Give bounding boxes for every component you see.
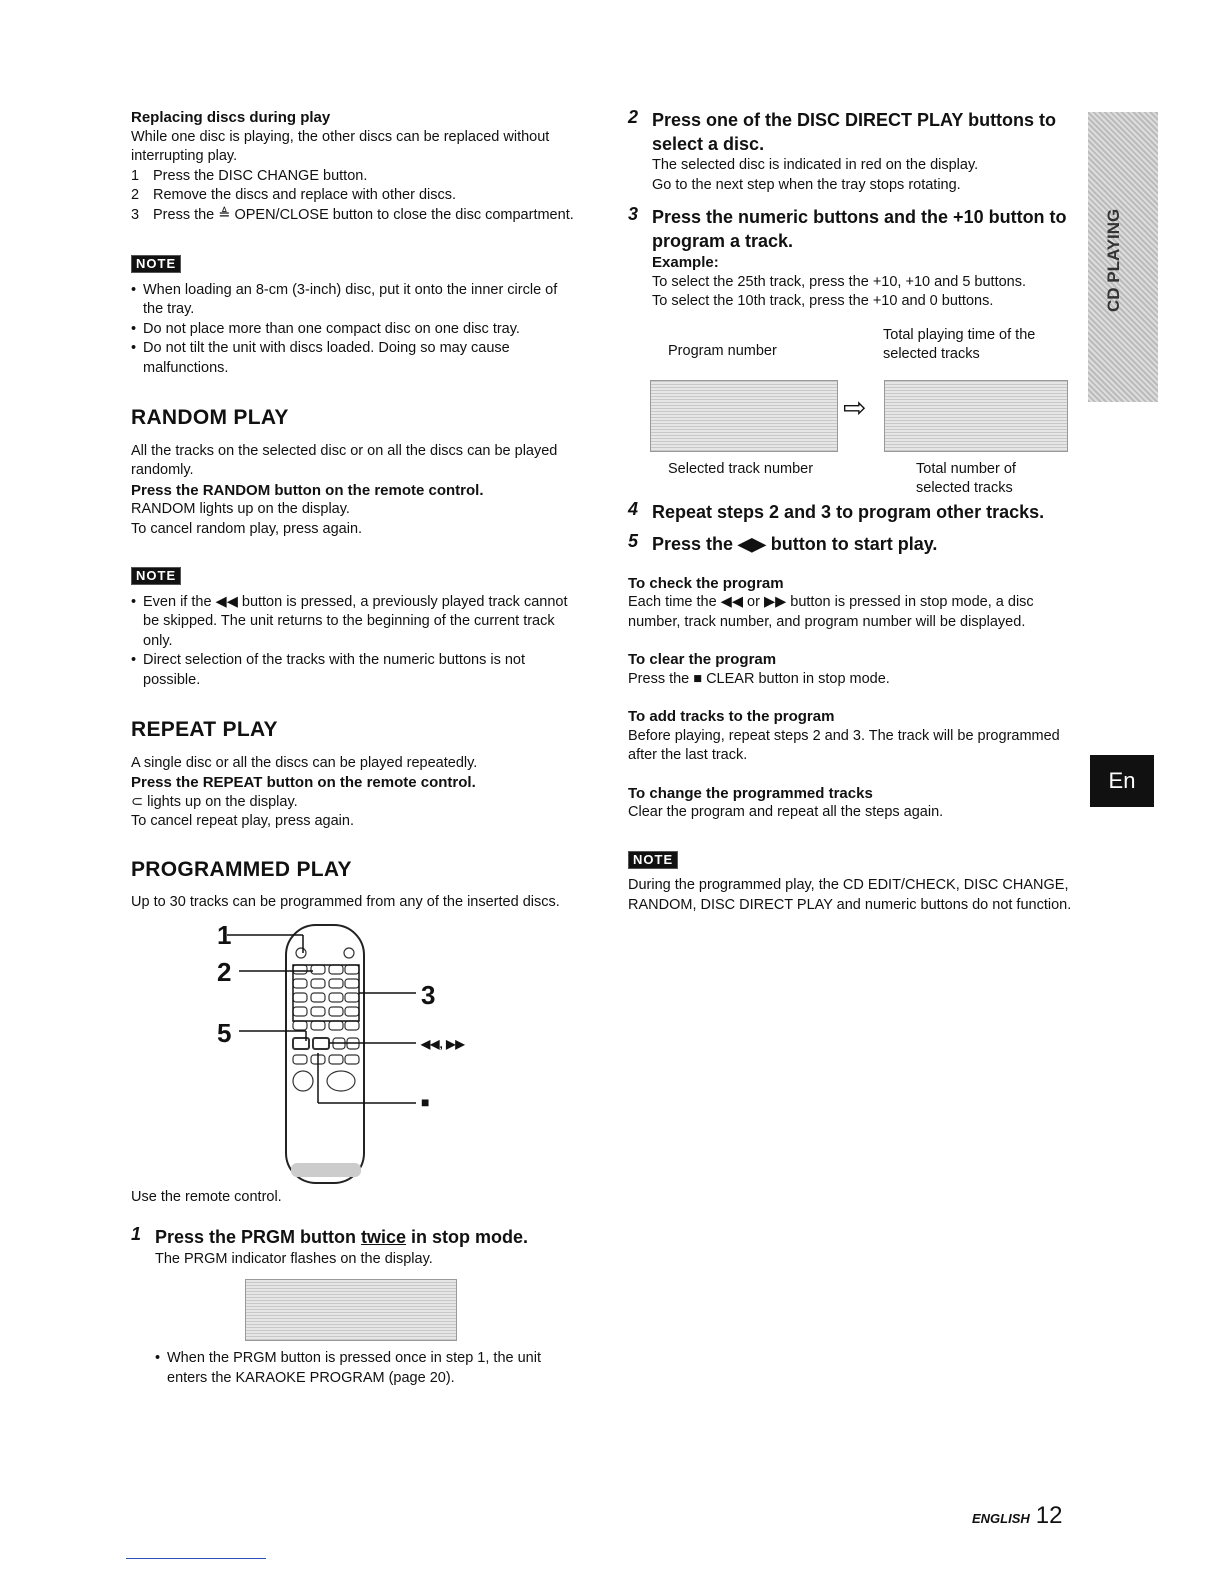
- programmed-play-title: PROGRAMMED PLAY: [131, 857, 352, 881]
- callout-skip: ◀◀, ▶▶: [421, 1036, 465, 1051]
- language-tab: En: [1090, 755, 1154, 807]
- note-1: [131, 255, 578, 378]
- programmed-intro: Up to 30 tracks can be programmed from any of the inserted discs.: [131, 894, 560, 910]
- step-3-title: Press the numeric buttons and the +10 button to program a track.: [652, 207, 1067, 251]
- remote-control-illustration: [131, 913, 578, 1188]
- note-2: [131, 567, 578, 690]
- random-line-1: RANDOM lights up on the display.: [131, 501, 350, 517]
- callout-1: 1: [217, 919, 232, 950]
- check-text: Each time the ◀◀ or ▶▶ button is pressed in stop mode, a disc number, track number, and program number will be displayed.: [628, 594, 1034, 630]
- replacing-steps: [131, 167, 578, 226]
- display-before: [650, 380, 838, 452]
- random-line-2: To cancel random play, press again.: [131, 520, 363, 537]
- step-2-line-1: The selected disc is indicated in red on the display.: [652, 157, 979, 173]
- add-heading: To add tracks to the program: [628, 708, 835, 725]
- note-1-list: [131, 281, 578, 379]
- note-badge: NOTE: [131, 255, 181, 273]
- step-number: 1: [131, 167, 140, 184]
- list-item: • When loading an 8-cm (3-inch) disc, put it onto the inner circle of the tray.: [131, 281, 578, 320]
- programmed-play-section: [131, 857, 578, 1389]
- random-instruction: Press the RANDOM button on the remote control.: [131, 481, 484, 499]
- add-text: Before playing, repeat steps 2 and 3. The track will be programmed after the last track.: [628, 727, 1060, 763]
- prgm-display-image: [155, 1279, 578, 1349]
- callout-stop: ■: [421, 1093, 430, 1110]
- step-number: 1: [131, 1224, 142, 1244]
- step-number: 4: [628, 498, 639, 519]
- clear-heading: To clear the program: [628, 651, 777, 668]
- list-item: • When the PRGM button is pressed once in step 1, the unit enters the KARAOKE PROGRAM (page 20).: [155, 1349, 578, 1388]
- side-tab-label: CD PLAYING: [1104, 208, 1123, 312]
- step-1-title: [155, 1227, 528, 1247]
- link-underline: [126, 1558, 266, 1559]
- repeat-line-2: To cancel repeat play, press again.: [131, 813, 355, 829]
- replacing-discs-section: [131, 108, 578, 225]
- random-intro: All the tracks on the selected disc or on all the discs can be played randomly.: [131, 442, 558, 478]
- section-side-tab: [1088, 112, 1158, 402]
- step-text: Remove the discs and replace with other discs.: [153, 187, 457, 203]
- change-tracks-section: [628, 784, 1076, 823]
- lcd-display: [245, 1279, 457, 1341]
- page-number: 12: [1035, 1502, 1063, 1529]
- step-5: [628, 532, 1076, 556]
- step-1: [131, 1225, 578, 1388]
- note-badge: NOTE: [628, 851, 678, 869]
- use-remote-caption: Use the remote control.: [131, 1188, 282, 1205]
- label-program-number: Program number: [668, 342, 777, 359]
- step-number: 3: [131, 206, 140, 223]
- step-1-title-a: Press the PRGM button: [155, 1227, 362, 1247]
- program-display-diagram: [628, 320, 1076, 500]
- step-number: 5: [628, 530, 639, 551]
- note-3-text: During the programmed play, the CD EDIT/CHECK, DISC CHANGE, RANDOM, DISC DIRECT PLAY and numeric buttons do not function.: [628, 877, 1072, 913]
- list-item: • Direct selection of the tracks with the numeric buttons is not possible.: [131, 651, 578, 690]
- note-badge: NOTE: [131, 567, 181, 585]
- remote-control-figure: [131, 913, 578, 1188]
- step-1-notes: [155, 1349, 578, 1388]
- step-number: 3: [628, 204, 639, 224]
- step-text: Press the DISC CHANGE button.: [153, 167, 368, 184]
- random-play-section: [131, 408, 578, 539]
- repeat-play-title: REPEAT PLAY: [131, 718, 278, 741]
- list-item: [131, 206, 578, 226]
- right-column: [628, 108, 1076, 915]
- random-play-title: RANDOM PLAY: [131, 406, 289, 429]
- callout-2: 2: [217, 956, 232, 987]
- left-column: [131, 108, 578, 1388]
- clear-program-section: [628, 650, 1076, 689]
- step-number: 2: [131, 187, 140, 203]
- step-1-desc: The PRGM indicator flashes on the display.: [155, 1250, 433, 1267]
- step-2-title: Press one of the DISC DIRECT PLAY buttons to select a disc.: [652, 110, 1057, 154]
- list-item: [131, 186, 578, 206]
- replacing-intro: While one disc is playing, the other discs can be replaced without interrupting play.: [131, 128, 550, 164]
- step-text: Press the ≜ OPEN/CLOSE button to close the disc compartment.: [153, 206, 574, 223]
- label-total-number: Total number of selected tracks: [916, 460, 1016, 496]
- list-item: • Even if the ◀◀ button is pressed, a previously played track cannot be skipped. The unit returns to the beginning of the current track only.: [131, 593, 578, 652]
- check-program-section: [628, 574, 1076, 633]
- step-4-title: Repeat steps 2 and 3 to program other tracks.: [652, 501, 1045, 522]
- step-1-title-underlined: twice: [361, 1227, 407, 1247]
- step-5-title: Press the ◀▶ button to start play.: [652, 533, 938, 554]
- footer-language: ENGLISH: [972, 1511, 1030, 1526]
- note-3: [628, 851, 1076, 916]
- callout-3: 3: [421, 979, 436, 1010]
- page-footer: [972, 1502, 1063, 1529]
- list-item: • Do not place more than one compact disc on one disc tray.: [131, 320, 578, 340]
- step-3-line-2: To select the 10th track, press the +10 and 0 buttons.: [652, 293, 994, 309]
- arrow-icon: ⇨: [843, 391, 867, 423]
- list-item: [131, 167, 578, 187]
- repeat-line-1: ⊂ lights up on the display.: [131, 793, 298, 810]
- repeat-intro: A single disc or all the discs can be played repeatedly.: [131, 754, 478, 771]
- label-selected-track: Selected track number: [668, 460, 814, 477]
- step-1-title-b: in stop mode.: [406, 1227, 529, 1247]
- step-2-line-2: Go to the next step when the tray stops rotating.: [652, 176, 961, 193]
- clear-text: Press the ■ CLEAR button in stop mode.: [628, 670, 890, 687]
- label-total-time: Total playing time of the selected tracks: [883, 326, 1036, 362]
- display-after: [884, 380, 1068, 452]
- step-4: [628, 500, 1076, 524]
- check-heading: To check the program: [628, 574, 784, 592]
- change-heading: To change the programmed tracks: [628, 784, 873, 802]
- step-3: [628, 205, 1076, 312]
- example-label: Example:: [652, 254, 719, 271]
- step-number: 2: [628, 107, 639, 127]
- step-2: [628, 108, 1076, 195]
- step-3-line-1: To select the 25th track, press the +10, +10 and 5 buttons.: [652, 273, 1027, 290]
- replacing-heading: Replacing discs during play: [131, 109, 331, 126]
- note-2-list: [131, 593, 578, 691]
- change-text: Clear the program and repeat all the steps again.: [628, 804, 944, 820]
- add-tracks-section: [628, 707, 1076, 766]
- repeat-play-section: [131, 720, 578, 832]
- callout-5: 5: [217, 1017, 232, 1048]
- repeat-instruction: Press the REPEAT button on the remote control.: [131, 774, 476, 791]
- list-item: • Do not tilt the unit with discs loaded. Doing so may cause malfunctions.: [131, 339, 578, 378]
